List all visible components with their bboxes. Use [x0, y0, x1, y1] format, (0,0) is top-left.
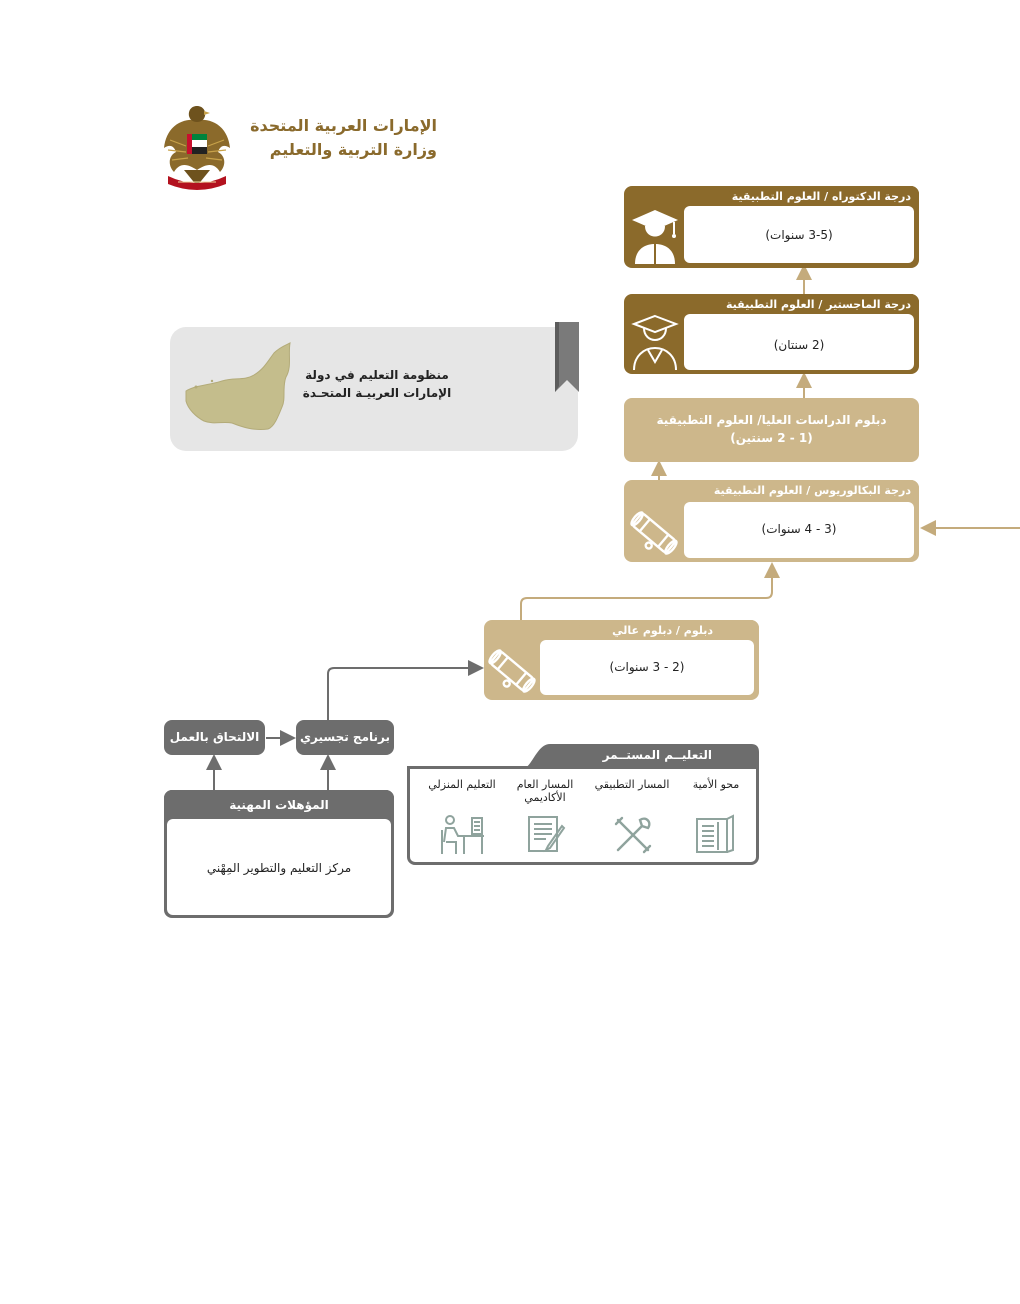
bachelor-card [624, 480, 919, 562]
graduate-icon [630, 206, 680, 264]
literacy-label: محو الأمية [692, 778, 740, 791]
postgrad-diploma-title: دبلوم الدراسات العليا/ العلوم التطبيقية [656, 413, 887, 427]
academic-track-label: المسار العام الأكاديمي [516, 778, 574, 804]
masters-title: درجة الماجستير / العلوم التطبيقية [726, 298, 911, 311]
continuing-education-title: التعليــم المستــمر [602, 748, 712, 762]
banner-title-line2: الإمارات العربيـة المتحـدة [302, 386, 452, 400]
diploma-duration: (2 - 3 سنوات) [609, 660, 685, 674]
bachelor-title: درجة البكالوريوس / العلوم التطبيقية [713, 484, 911, 497]
ministry-name-line2: وزارة التربية والتعليم [269, 140, 437, 159]
bridge-program-box: برنامج تجسيري [296, 720, 394, 755]
bachelor-duration: (3 - 4 سنوات) [761, 522, 837, 536]
professional-center-text: مركز التعليم والتطوير المِهْني [206, 861, 352, 875]
diploma-card [484, 620, 759, 700]
banner-title-line1: منظومة التعليم في دولة [305, 368, 449, 382]
applied-track-label: المسار التطبيقي [594, 778, 670, 791]
document-icon [526, 814, 566, 854]
ministry-name-line1: الإمارات العربية المتحدة [250, 116, 437, 135]
home-study-icon [438, 812, 486, 856]
professional-qualifications-title: المؤهلات المهنية [229, 798, 329, 812]
professional-qualifications-card [164, 790, 394, 918]
doctorate-title: درجة الدكتوراه / العلوم التطبيقية [731, 190, 911, 203]
graduate-icon [630, 312, 680, 370]
book-icon [694, 814, 736, 854]
doctorate-card [624, 186, 919, 268]
diploma-scroll-icon [628, 508, 680, 558]
postgrad-diploma-box [624, 398, 919, 462]
masters-card [624, 294, 919, 374]
tools-icon [612, 814, 654, 856]
doctorate-duration: (3-5 سنوات) [765, 228, 833, 242]
work-entry-box: الالتحاق بالعمل [164, 720, 265, 755]
home-schooling-label: التعليم المنزلي [428, 778, 496, 791]
masters-duration: (2 سنتان) [773, 338, 825, 352]
postgrad-diploma-duration: (1 - 2 سنتين) [730, 431, 813, 445]
diploma-scroll-icon [486, 646, 538, 696]
diploma-title: دبلوم / دبلوم عالي [612, 624, 713, 637]
